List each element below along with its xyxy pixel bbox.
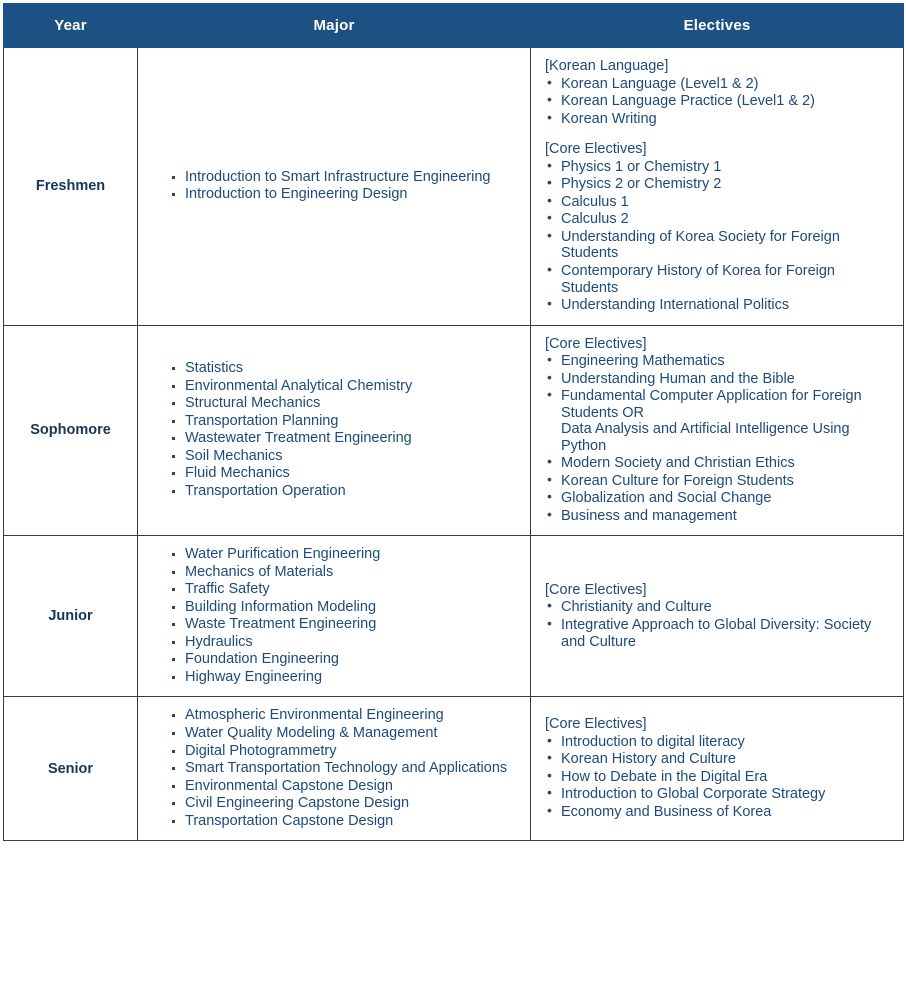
table-row — [4, 48, 904, 326]
elective-group-title: [Core Electives] — [545, 335, 647, 352]
major-course-item: Environmental Capstone Design — [172, 778, 520, 795]
major-cell — [138, 325, 531, 536]
elective-item: • Contemporary History of Korea for Foreign Students — [547, 263, 893, 296]
major-course-item: Traffic Safety — [172, 581, 520, 598]
elective-item: • Korean History and Culture — [547, 751, 893, 768]
elective-group — [543, 716, 893, 820]
electives-cell — [531, 48, 904, 326]
major-cell — [138, 697, 531, 841]
major-course-item: Smart Transportation Technology and Applications — [172, 760, 520, 777]
elective-item: • Korean Language (Level1 & 2) — [547, 76, 893, 93]
column-header-major: Major — [138, 4, 531, 48]
elective-list — [543, 599, 893, 650]
year-cell: Junior — [4, 536, 138, 697]
elective-item: • Physics 2 or Chemistry 2 — [547, 176, 893, 193]
major-course-item: Atmospheric Environmental Engineering — [172, 707, 520, 724]
major-course-item: Digital Photogrammetry — [172, 743, 520, 760]
elective-group-title: [Korean Language] — [545, 58, 669, 74]
table-header — [4, 4, 904, 48]
electives-cell — [531, 536, 904, 697]
curriculum-table — [3, 3, 904, 841]
major-course-item: Building Information Modeling — [172, 599, 520, 616]
elective-group — [543, 582, 893, 650]
elective-item: • Calculus 1 — [547, 194, 893, 211]
table-row — [4, 536, 904, 697]
major-course-item: Waste Treatment Engineering — [172, 616, 520, 633]
major-course-list — [150, 707, 520, 829]
elective-item: • Engineering Mathematics — [547, 353, 893, 370]
column-header-year: Year — [4, 4, 138, 48]
major-course-item: Mechanics of Materials — [172, 564, 520, 581]
elective-list — [543, 159, 893, 314]
elective-item: • Understanding International Politics — [547, 297, 893, 314]
table-row — [4, 325, 904, 536]
major-course-list — [150, 169, 520, 203]
major-course-list — [150, 546, 520, 685]
major-course-item: Fluid Mechanics — [172, 465, 520, 482]
elective-item: • Korean Culture for Foreign Students — [547, 473, 893, 490]
elective-item: • Christianity and Culture — [547, 599, 893, 616]
elective-item: • Calculus 2 — [547, 211, 893, 228]
major-course-item: Water Purification Engineering — [172, 546, 520, 563]
elective-list — [543, 76, 893, 128]
major-course-item: Wastewater Treatment Engineering — [172, 430, 520, 447]
elective-group — [543, 58, 893, 127]
elective-item: • Globalization and Social Change — [547, 490, 893, 507]
elective-item: • Economy and Business of Korea — [547, 804, 893, 821]
electives-cell — [531, 325, 904, 536]
elective-item: • Fundamental Computer Application for Foreign Students OR Data Analysis and Artificial Intelligence Using Python — [547, 388, 893, 454]
year-cell: Sophomore — [4, 325, 138, 536]
major-course-item: Civil Engineering Capstone Design — [172, 795, 520, 812]
elective-group-title: [Core Electives] — [545, 716, 647, 733]
major-course-item: Hydraulics — [172, 634, 520, 651]
elective-group — [543, 336, 893, 525]
major-cell — [138, 536, 531, 697]
elective-item: • Korean Writing — [547, 111, 893, 128]
electives-cell — [531, 697, 904, 841]
header-row — [4, 4, 904, 48]
elective-list — [543, 734, 893, 821]
table-body — [4, 48, 904, 841]
elective-item: • Integrative Approach to Global Diversity: Society and Culture — [547, 617, 893, 650]
major-course-item: Foundation Engineering — [172, 651, 520, 668]
major-course-item: Water Quality Modeling & Management — [172, 725, 520, 742]
major-cell — [138, 48, 531, 326]
major-course-item: Introduction to Smart Infrastructure Engineering — [172, 169, 520, 186]
elective-item: • Introduction to digital literacy — [547, 734, 893, 751]
elective-item: • Modern Society and Christian Ethics — [547, 455, 893, 472]
elective-item: • Understanding Human and the Bible — [547, 371, 893, 388]
column-header-electives: Electives — [531, 4, 904, 48]
elective-item-continuation: Data Analysis and Artificial Intelligence Using Python — [561, 421, 850, 454]
major-course-item: Structural Mechanics — [172, 395, 520, 412]
table-row — [4, 697, 904, 841]
elective-item: • Business and management — [547, 508, 893, 525]
elective-group-title: [Core Electives] — [545, 581, 647, 598]
elective-group-title: [Core Electives] — [545, 141, 647, 158]
elective-item: • How to Debate in the Digital Era — [547, 769, 893, 786]
major-course-item: Transportation Operation — [172, 483, 520, 500]
elective-item: • Korean Language Practice (Level1 & 2) — [547, 93, 893, 110]
elective-group — [543, 141, 893, 313]
major-course-item: Introduction to Engineering Design — [172, 186, 520, 203]
major-course-list — [150, 360, 520, 499]
major-course-item: Soil Mechanics — [172, 448, 520, 465]
elective-list — [543, 353, 893, 524]
elective-item: • Understanding of Korea Society for Foreign Students — [547, 229, 893, 262]
year-cell: Freshmen — [4, 48, 138, 326]
major-course-item: Transportation Planning — [172, 413, 520, 430]
major-course-item: Highway Engineering — [172, 669, 520, 686]
major-course-item: Transportation Capstone Design — [172, 813, 520, 830]
year-cell: Senior — [4, 697, 138, 841]
elective-item: • Introduction to Global Corporate Strategy — [547, 786, 893, 803]
elective-item: • Physics 1 or Chemistry 1 — [547, 159, 893, 176]
major-course-item: Environmental Analytical Chemistry — [172, 378, 520, 395]
major-course-item: Statistics — [172, 360, 520, 377]
